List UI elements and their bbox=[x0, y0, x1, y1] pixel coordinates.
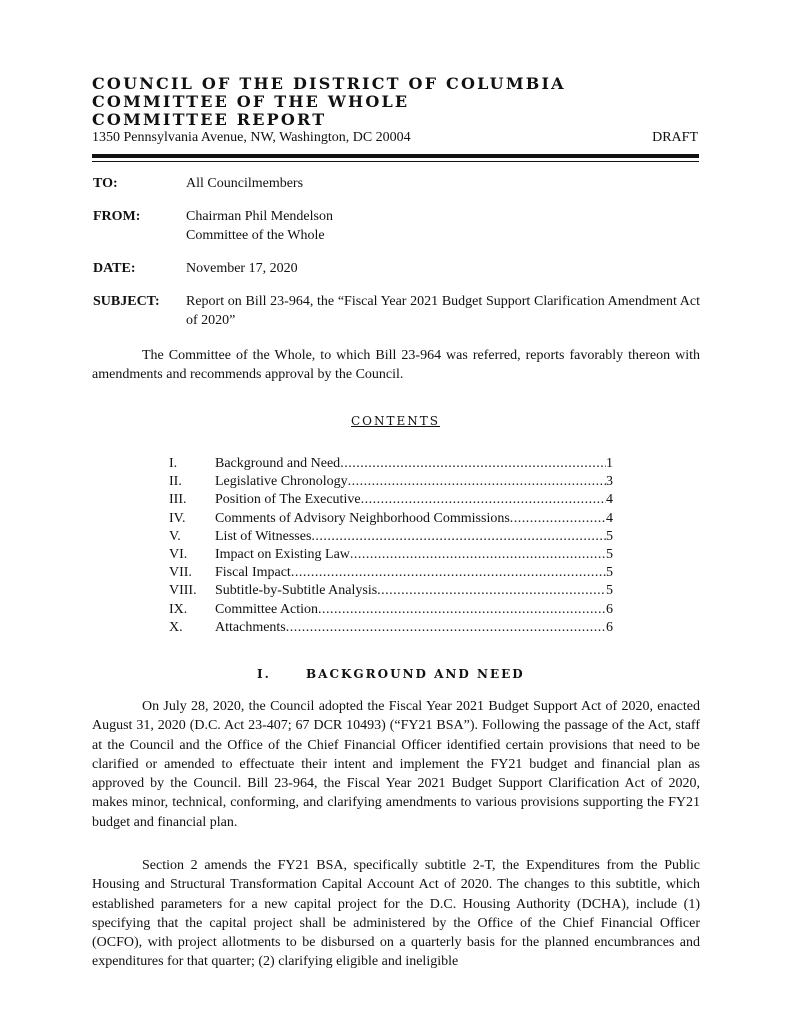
to-label: TO: bbox=[93, 176, 118, 191]
draft-status: DRAFT bbox=[652, 130, 698, 145]
toc-page: 4 bbox=[606, 492, 613, 508]
toc-row[interactable] bbox=[169, 510, 613, 528]
toc-title: Attachments bbox=[215, 619, 286, 635]
header-rule-thin bbox=[92, 161, 699, 162]
toc-number: I. bbox=[169, 456, 178, 471]
subject-value: Report on Bill 23-964, the “Fiscal Year 2021 Budget Support Clarification Amendment Act of 2020” bbox=[186, 294, 700, 328]
toc-page: 5 bbox=[606, 546, 613, 562]
toc-leader bbox=[291, 564, 606, 582]
contents-title-text: CONTENTS bbox=[350, 414, 440, 428]
toc-number: IV. bbox=[169, 510, 186, 526]
toc-page: 6 bbox=[606, 619, 613, 635]
from-label: FROM: bbox=[93, 209, 141, 224]
date-label: DATE: bbox=[93, 261, 136, 276]
toc-title: Background and Need bbox=[215, 456, 341, 471]
table-of-contents bbox=[169, 455, 613, 637]
toc-number: VIII. bbox=[169, 583, 197, 599]
toc-page: 4 bbox=[606, 510, 613, 526]
toc-page: 3 bbox=[606, 474, 613, 490]
toc-row[interactable] bbox=[169, 528, 613, 546]
from-committee: Committee of the Whole bbox=[186, 228, 325, 243]
toc-leader bbox=[318, 601, 606, 619]
toc-row[interactable] bbox=[169, 473, 613, 491]
toc-title: List of Witnesses bbox=[215, 528, 312, 544]
to-value: All Councilmembers bbox=[186, 176, 304, 191]
toc-page: 5 bbox=[606, 583, 613, 599]
toc-title: Comments of Advisory Neighborhood Commissions bbox=[215, 510, 510, 526]
toc-leader bbox=[348, 473, 606, 491]
toc-page: 1 bbox=[606, 456, 613, 471]
toc-leader bbox=[340, 455, 606, 473]
section-number: I. bbox=[257, 667, 271, 681]
toc-title: Fiscal Impact bbox=[215, 565, 291, 581]
toc-leader bbox=[350, 546, 606, 564]
toc-leader bbox=[361, 491, 606, 509]
toc-row[interactable] bbox=[169, 601, 613, 619]
toc-number: IX. bbox=[169, 601, 188, 617]
background-paragraph-1: On July 28, 2020, the Council adopted the Fiscal Year 2021 Budget Support Act of 2020, enacted August 31, 2020 (D.C. Act 23-407; 67 DCR 10493) (“FY21 BSA”). Following the passage of the Act, staff at the Council and the Office of the Chief Financial Officer identified certain provisions that need to be clarified or amended to effectuate their intent and implement the FY21 budget and financial plan as approved by the Council. Bill 23-964, the Fiscal Year 2021 Budget Support Clarification Act of 2020, makes minor, technical, conforming, and clarifying amendments to various provisions supporting the FY21 budget and financial plan. bbox=[92, 699, 700, 830]
toc-leader bbox=[286, 619, 606, 637]
toc-number: VI. bbox=[169, 546, 188, 562]
toc-title: Position of The Executive bbox=[215, 492, 361, 508]
section-title: BACKGROUND AND NEED bbox=[306, 667, 525, 681]
council-name-heading: COUNCIL OF THE DISTRICT OF COLUMBIA bbox=[92, 74, 566, 93]
toc-row[interactable] bbox=[169, 546, 613, 564]
toc-leader bbox=[510, 510, 606, 528]
report-type-heading: COMMITTEE REPORT bbox=[92, 110, 327, 129]
contents-title bbox=[0, 414, 791, 428]
toc-page: 5 bbox=[606, 565, 613, 581]
background-paragraph-2: Section 2 amends the FY21 BSA, specifically subtitle 2-T, the Expenditures from the Public Housing and Structural Transformation Capital Account Act of 2020. The changes to this subtitle, which established parameters for a new capital project for the D.C. Housing Authority (DCHA), include (1) specifying that the capital project shall be administered by the Office of the Chief Financial Officer (OCFO), with project allotments to be disbursed on a quarterly basis for the planned encumbrances and expenditures for that quarter; (2) clarifying eligible and ineligible bbox=[92, 858, 700, 970]
subject-label: SUBJECT: bbox=[93, 294, 160, 309]
toc-title: Impact on Existing Law bbox=[215, 546, 350, 562]
committee-name-heading: COMMITTEE OF THE WHOLE bbox=[92, 92, 410, 111]
intro-paragraph: The Committee of the Whole, to which Bill 23-964 was referred, reports favorably thereon with amendments and recommends approval by the Council. bbox=[92, 348, 700, 382]
toc-title: Committee Action bbox=[215, 601, 319, 617]
toc-row[interactable] bbox=[169, 619, 613, 637]
toc-number: II. bbox=[169, 474, 182, 490]
toc-number: V. bbox=[169, 528, 181, 544]
toc-number: X. bbox=[169, 619, 183, 635]
date-value: November 17, 2020 bbox=[186, 261, 298, 276]
toc-row[interactable] bbox=[169, 582, 613, 600]
toc-page: 5 bbox=[606, 528, 613, 544]
header-rule-thick bbox=[92, 154, 699, 158]
toc-row[interactable] bbox=[169, 491, 613, 509]
toc-leader bbox=[377, 582, 606, 600]
toc-row[interactable] bbox=[169, 564, 613, 582]
council-address: 1350 Pennsylvania Avenue, NW, Washington, DC 20004 bbox=[92, 130, 411, 145]
toc-title: Subtitle-by-Subtitle Analysis bbox=[215, 583, 378, 599]
toc-number: III. bbox=[169, 492, 187, 508]
from-name: Chairman Phil Mendelson bbox=[186, 209, 333, 224]
toc-row[interactable] bbox=[169, 455, 613, 473]
toc-page: 6 bbox=[606, 601, 613, 617]
toc-title: Legislative Chronology bbox=[215, 474, 348, 490]
toc-leader bbox=[311, 528, 606, 546]
toc-number: VII. bbox=[169, 565, 192, 581]
